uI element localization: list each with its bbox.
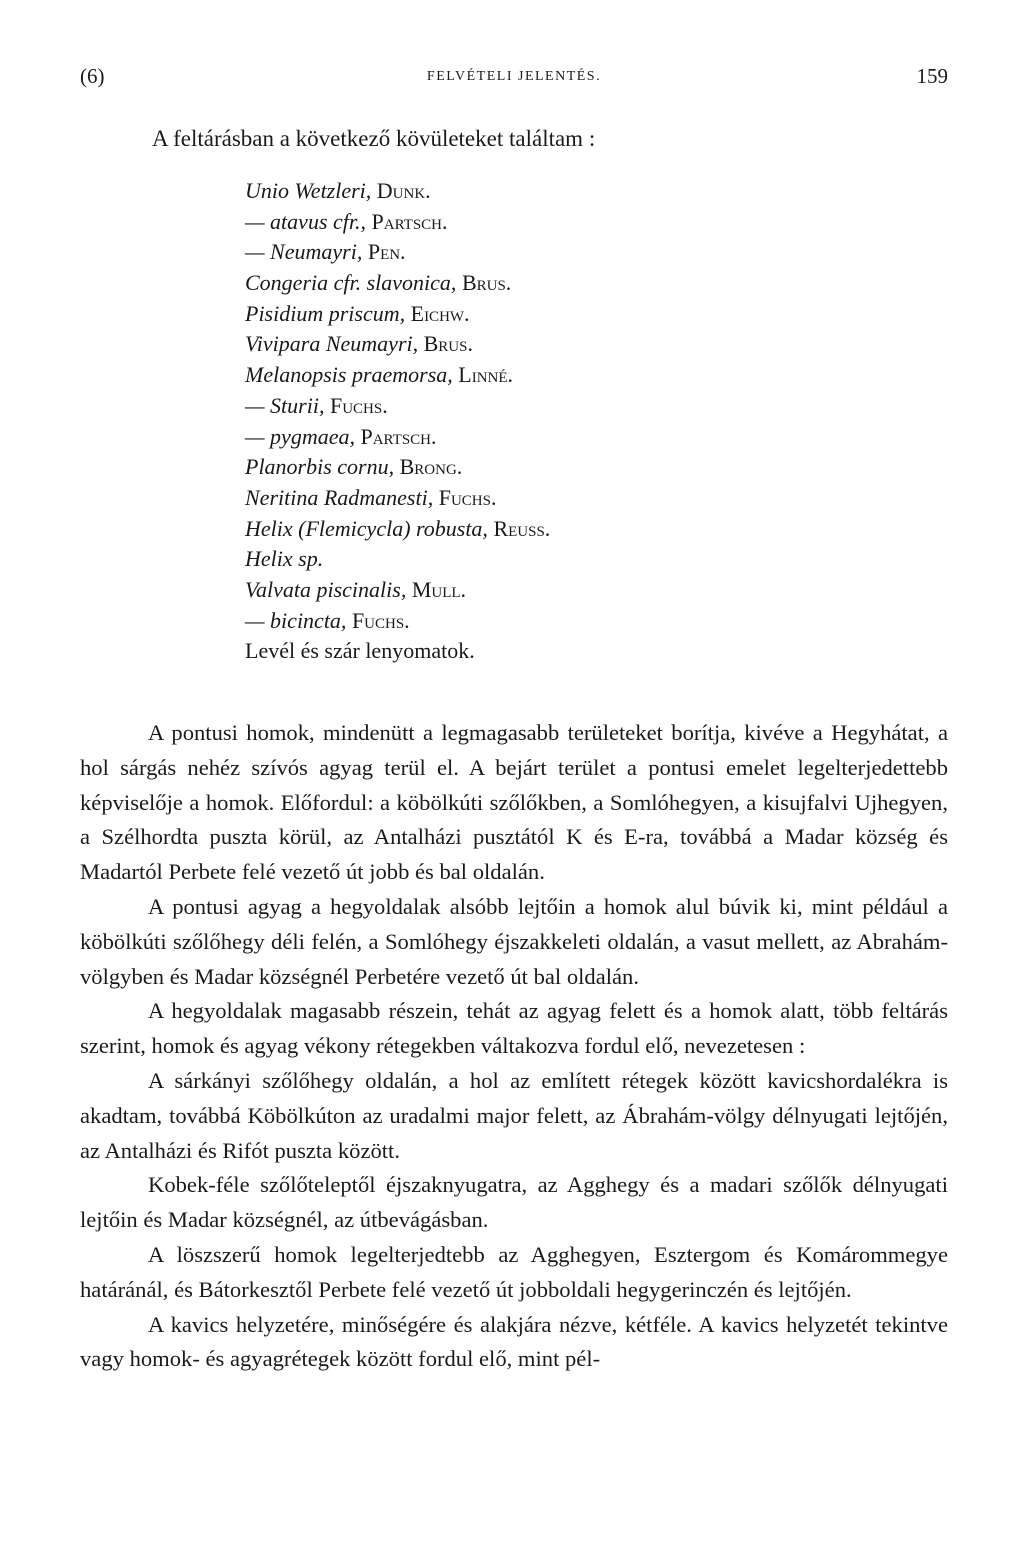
species-author: Fuchs. [351,607,410,633]
paragraph: A löszszerű homok legelterjedtebb az Agghegyen, Esztergom és Komárommegye határánál, és Bátorkesztől Perbete felé vezető út jobboldali hegygerinczén és lejtőjén. [80,1241,948,1302]
fossil-item [245,268,550,299]
species-author: Pen. [367,239,406,265]
fossil-item [245,575,550,606]
species-name: Valvata piscinalis, [245,576,407,602]
fossil-note: Levél és szár lenyomatok. [245,638,475,664]
page-number: 159 [916,64,948,88]
paragraph: A pontusi homok, mindenütt a legmagasabb területeket borítja, kivéve a Hegyhátat, a hol sárgás nehéz szívós agyag terül el. A bejárt terület a pontusi emelet legelterjedettebb képviselője a homok. Előfordul: a köbölkúti szőlőkben, a Somlóhegyen, a kisujfalvi Ujhegyen, a Szélhordta puszta körül, az Antalházi pusztától K és E-ra, továbbá a Madar község és Madartól Perbete felé vezető út jobb és bal oldalán. [80,720,948,885]
species-name: Pisidium priscum, [245,300,406,326]
species-author: Brus. [461,270,512,296]
paragraph: A kavics helyzetére, minőségére és alakjára nézve, kétféle. A kavics helyzetét tekintve vagy homok- és agyagrétegek között fordul elő, mint pél- [80,1311,948,1372]
species-name: — atavus cfr., [245,208,366,234]
running-title: FELVÉTELI JELENTÉS. [426,69,602,84]
fossil-item [245,544,550,575]
fossil-item [245,422,550,453]
species-name: Helix sp. [245,546,324,572]
species-name: Helix (Flemicycla) robusta, [245,515,488,541]
species-author: Dunk. [376,178,431,203]
fossil-item [245,360,550,391]
fossil-item [245,176,550,207]
species-name: Planorbis cornu, [245,454,395,480]
species-author: Mull. [411,576,467,602]
fossil-item [245,606,550,637]
species-name: Melanopsis praemorsa, [245,362,453,388]
species-author: Fuchs. [329,392,388,418]
species-author: Eichw. [410,300,470,326]
species-name: Neritina Radmanesti, [245,484,434,510]
fossil-item [245,514,550,545]
species-author: Linné. [458,362,514,388]
fossil-item [245,483,550,514]
fossil-item [245,237,550,268]
species-name: — Neumayri, [245,239,363,265]
section-number: (6) [80,64,105,88]
paragraph: A hegyoldalak magasabb részein, tehát az agyag felett és a homok alatt, több feltárás szerint, homok és agyag vékony rétegekben váltakozva fordul elő, nevezetesen : [80,998,948,1059]
body-text [80,716,948,1377]
species-author: Brus. [423,331,473,357]
fossil-item [245,636,550,667]
paragraph: A sárkányi szőlőhegy oldalán, a hol az említett rétegek között kavicshordalékra is akadtam, továbbá Köbölkúton az uradalmi major felett, az Ábrahám-völgy délnyugati lejtőjén, az Antalházi és Rifót puszta között. [80,1067,948,1163]
fossil-item [245,452,550,483]
species-author: Brong. [399,454,463,480]
species-author: Partsch. [371,208,448,234]
species-name: — Sturii, [245,392,325,418]
fossil-list [245,176,550,667]
species-name: — bicincta, [245,607,347,633]
fossil-item [245,329,550,360]
species-name: — pygmaea, [245,423,355,449]
page-header [80,64,948,94]
species-name: Congeria cfr. slavonica, [245,270,457,296]
species-author: Fuchs. [438,484,497,510]
paragraph: A pontusi agyag a hegyoldalak alsóbb lejtőin a homok alul búvik ki, mint például a köbölkúti szőlőhegy déli felén, a Somlóhegy éjszakkeleti oldalán, a vasut mellett, az Abrahám-völgyben és Madar községnél Perbetére vezető út bal oldalán. [80,893,948,989]
species-author: Reuss. [493,515,551,541]
paragraph: Kobek-féle szőlőteleptől éjszaknyugatra, az Agghegy és a madari szőlők délnyugati lejtőin és Madar községnél, az útbevágásban. [80,1172,948,1233]
fossil-item [245,207,550,238]
species-name: Unio Wetzleri, [245,178,372,203]
fossil-item [245,299,550,330]
species-author: Partsch. [360,423,437,449]
fossil-item [245,391,550,422]
intro-sentence: A feltárásban a következő kövületeket találtam : [152,126,596,151]
species-name: Vivipara Neumayri, [245,331,419,357]
